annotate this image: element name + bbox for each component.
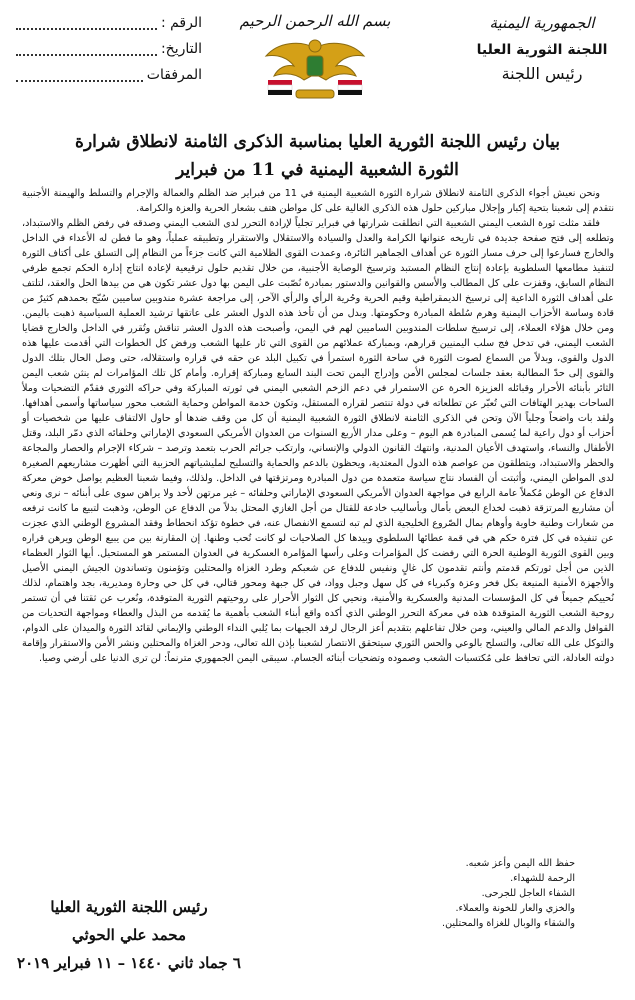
statement-title bbox=[60, 128, 575, 184]
title-line-1: بيان رئيس اللجنة الثورية العليا بمناسبة الذكرى الثامنة لانطلاق شرارة bbox=[75, 132, 560, 152]
closing-line: حفظ الله اليمن وأعز شعبه. bbox=[465, 858, 575, 869]
republic-name: الجمهورية اليمنية bbox=[489, 14, 595, 32]
body-paragraph-2: فلقد مثلت ثورة الشعب اليمني الشعبية التي انطلقت شرارتها في فبراير تجلياً لإرادة التحرر لدى الشعب اليمني وصدقه في رفض الظلم والاستبداد، وتطلعه إلى فتح صفحة جديدة في تاريخه عنوانها الكرامة والعدل والسيادة والاستقلال والاستقرار وتطبيقه عملياً، وهو ما فطن له الأعداء في الداخل والخارج فسارعوا إلى حرف مسار الثورة عن أهداف الجماهير الثائرة، وعمدت القوى الظلامية التي كانت جزءاً من النظام إلى التسلق على أكتاف الثورة لتنفيذ مطامعها السلطوية بإعادة إنتاج النظام المستبد وترسيخ الوصاية الأجنبية، من خلال تقديم حلول ترقيعية لإعادة انتاج إدارة الحكم تجمع طرفي النظام السابق، وقفزت على كل المطالب والأسس والقوانين والدستور بمبادرة نُصّبت على اليمن بها دول عشر تكون هي من بيدها الحل والعقد، لتلتف على أهداف الثورة الداعية إلى ترسيخ الديمقراطية وقيم الحرية وحُرية الرأي والرأي الآخر، إلى مراجعة عشرة مندوبين ساميين سُيّح بحمدهم كثيرٌ من قادة وساسة الأحزاب اليمنية وهرم سُلطة المبادرة وحكومتها. وبدل من أن تأخذ هذه الدول العشر على عاتقها ترشيد العملية السياسية ذهبت باليمن. ومن خلال هؤلاء العملاء، إلى ترسيخ سلطات المندوبين الساميين لهم في اليمن، وأصبحت هذه الدول العشر تناقش وتُقرر في الداخل والخارج قضايا الشعب اليمني، في تدخل فج سلب اليمنيين قرارهم، وبمباركة عملائهم من القوى التي ثار عليها الشعب ورفض كل الخطوات التي أقدمت عليها هذه الدول والقوى، وبدلاً من السماع لصوت الثورة في ساحة الثورة استمرأ في تكبيل البلد عن حقه في قراره واستقلاله، حتى وصل الحال بتلك الدول والقوى إلى حدّ المطالبة بعقد جلسات لمجلس الأمن وإدراج اليمن تحت البند السابع ومباركة إقراره. وأمام كل تلك المؤامرات لم ينثن شعب اليمن الثائر بأبنائه الأحرار وقبائله العزيزة الحرة عن الاستمرار في دعم الزخم الشعبي اليمني في ثورته المباركة وفي حراكه الثوري فقدّم التضحيات وملأ الساحات بهدير الهتافات التي تُعبّر عن تطلعاته في دولة تنتصر لقراره المستقل، وتكون خدمة المواطن وحماية الشعب محور سياساتها وأسمى أهدافها. ولقد بات واضحاً وجلياً الآن وتحن في الذكرى الثامنة لانطلاق الثورة الشعبية اليمنية أن كل من وقف ضدها أو حاول الالتفاف عليها من شخصيات أو أحزاب أو دول راعية لما يُسمى المبادرة هم اليوم – وعلى مدار الأربع السنوات من العدوان الأمريكي السعودي الإماراتي وحلفائه الذي دمّر البلد، وقتل الأطفال والنساء، واستهدف الأعيان المدنية، وانتهك القانون الدولي والإنساني، وارتكب جرائم الحرب بتعمد وترصد – شركاء الإجرام والحصار والمجاعة والحظر والاستبداد، ويتطلقون من عواصم هذه الدول المعتدية، ويحظون بالدعم والحماية والتسليح لمليشياتهم الحزبية التي أظهرت مشاريعهم الصغيرة لدى المواطن اليمني، وأثبتت أن الفساد نتاج سياسة متعمدة من دول المبادرة ومرتزقتها في الداخل. ولذلك، وفيما شعبنا العظيم يواصل خوض معركة الدفاع عن الوطن مُكملاً عامة الرابع في مواجهة العدوان الأمريكي السعودي الإماراتي وحلفائه – غير مرتهن لأحد ولا يراهن سوى على أبنائه – نرى ونعي أن مشاريع المرتزقة ذهبت لخداع البعض بأمال وبأساليب خادعة للقتال من أجل الغازي المحتل بدلاً من الدفاع عن الوطن، وذهبت لتبيع ما كانت ترفعه من شعارات وطنية خاوية وأوهام بمال الصّروع الخليجية الذي لم تبه لتسمع الانفصال عنه، في خطوة تؤكد انحطاط وفقد المشروع الوطني الذي عجزت عن تنفيذه في كل فترة حكم هي في قمة عطائها السلطوي وبيدها كل الصلاحيات لو كانت تُحب وطنها. إن المقارنة بين من يبيع الوطن ويرهن قراره وبين القوى الثورية الوطنية الحرة التي رفضت كل المؤامرات وعلى رأسها المؤامرة العسكرية في العدوان المستمر هو المستحيل. أيها الثوار العظماء الذين من أجل ثورتكم قدمتم وأنتم تقدمون كل غالٍ ونفيس للدفاع عن شعبكم وطرد الغزاة والمحتلين وتؤمنون وتساندون الجيش اليمني الأصيل والأجهزة الأمنية المنيعة بكل فخر وعزة وكبرياء في كل سهل وجبل وواد، في كل جبهة ومحور قتالي، في كل حي وحارة ومديرية، بجد واهتمام، لذلك نُحييكم جميعاً في كل المؤسسات المدنية والعسكرية والأمنية، ونحيي كل الثوار الأحرار على روحيتهم الثورية المتوقدة، ونُعرب عن ثقتنا في أن تستمر روحية الشعب الثورية المتوقدة هذه في معركة التحرر الوطني الذي أكده واقع أبناء الشعب بأهمية ما يُقدمه من البذل والعطاء ومواجهة التحديات من القوافل والدعم المالي والعيني، ومن خلال تفاعلهم بتقديم أعز الرجال لرفد الجبهات بما يُلبي النداء الوطني والإيماني لقائد الثورة والميدان على الدوام، والتوكل على الله تعالى، والتسلح بالوعي والحس الثوري سيتحقق الانتصار لشعبنا بإذن الله تعالى، ودحر الغزاة والمحتلين ونشر الأمن والاستقرار وإقامة دولته العادلة، التي تحافظ على مُكتسبات الشعب وصموده وتضحيات أبنائه الجسام. سيبقى اليمن الجمهوري مترنماً: لن ترى الدنيا على أرضي وصيا. bbox=[22, 218, 614, 664]
signatory-title: رئيس اللجنة الثورية العليا bbox=[50, 898, 208, 916]
signature-block bbox=[14, 896, 244, 974]
closing-line: الشفاء العاجل للجرحى. bbox=[481, 888, 575, 899]
statement-body bbox=[22, 186, 614, 666]
body-paragraph-1: ونحن نعيش أجواء الذكرى الثامنة لانطلاق شرارة الثورة الشعبية اليمنية في 11 من فبراير ضد الظلم والعمالة والإجرام والتسلط والهيمنة الأجنبية نتقدم إلى شعبنا بتحية إكبار وإجلال مباركين حلول هذه الذكرى الغالية على كل مواطن هتف بشعار الحرية والعزة والكرامة. bbox=[22, 188, 614, 214]
number-field bbox=[12, 12, 202, 34]
letterhead-right bbox=[467, 14, 617, 83]
number-label: الرقم : bbox=[160, 15, 202, 31]
letterhead-center bbox=[220, 12, 410, 102]
closing-line: والشقاء والوبال للغزاة والمحتلين. bbox=[442, 918, 575, 929]
number-blank bbox=[16, 16, 157, 30]
attachments-label: المرفقات bbox=[146, 67, 202, 83]
title-line-2: الثورة الشعبية اليمنية في 11 من فبراير bbox=[176, 160, 459, 180]
date-field bbox=[12, 38, 202, 60]
date-blank bbox=[16, 42, 157, 56]
closing-lines bbox=[335, 856, 575, 931]
signatory-name: محمد علي الحوثي bbox=[72, 926, 186, 944]
closing-line: الرحمة للشهداء. bbox=[510, 873, 575, 884]
signature-date: ٦ جماد ثاني ١٤٤٠ – ١١ فبراير ٢٠١٩ bbox=[17, 954, 241, 972]
committee-name: اللجنة الثورية العليا bbox=[476, 42, 608, 58]
basmala: بسم الله الرحمن الرحيم bbox=[239, 12, 391, 30]
reference-fields bbox=[12, 12, 202, 90]
committee-head-label: رئيس اللجنة bbox=[501, 64, 583, 83]
date-label: التاريخ: bbox=[160, 41, 202, 57]
attachments-field bbox=[12, 64, 202, 86]
yemen-eagle-emblem-icon bbox=[260, 34, 370, 102]
closing-line: والخزي والعار للخونة والعملاء. bbox=[455, 903, 575, 914]
attachments-blank bbox=[16, 68, 143, 82]
